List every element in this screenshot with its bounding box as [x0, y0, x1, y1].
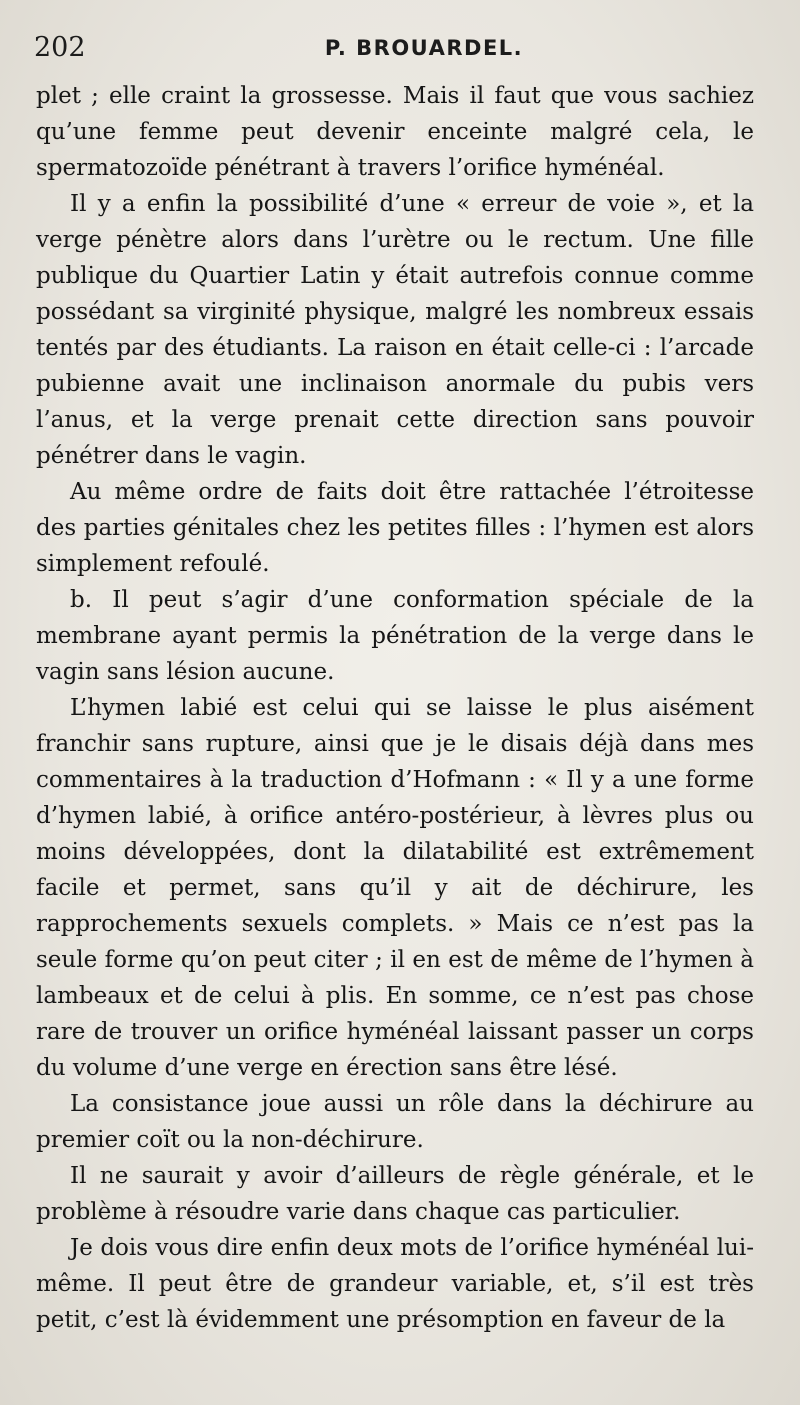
page-number: 202 — [34, 32, 86, 63]
page-header — [34, 32, 754, 72]
paragraph: plet ; elle craint la grossesse. Mais il faut que vous sachiez qu’une femme peut devenir enceinte malgré cela, le spermatozoïde pénétrant à travers l’orifice hyménéal. — [36, 83, 754, 181]
paragraph: Je dois vous dire enfin deux mots de l’orifice hyménéal lui-même. Il peut être de grandeur variable, et, s’il est très petit, c’est là évidemment une présomption en faveur de la — [36, 1235, 754, 1333]
paragraph: Il ne saurait y avoir d’ailleurs de règle générale, et le problème à résoudre varie dans chaque cas particulier. — [36, 1163, 754, 1225]
paragraph: L’hymen labié est celui qui se laisse le plus aisément franchir sans rupture, ainsi que je le disais déjà dans mes commentaires à la traduction d’Hofmann : « Il y a une forme d’hymen labié, à orifice antéro-postérieur, à lèvres plus ou moins développées, dont la dilatabilité est extrêmement facile et permet, sans qu’il y ait de déchirure, les rapprochements sexuels complets. » Mais ce n’est pas la seule forme qu’on peut citer ; il en est de même de l’hymen à lambeaux et de celui à plis. En somme, ce n’est pas chose rare de trouver un orifice hyménéal laissant passer un corps du volume d’une verge en érection sans être lésé. — [36, 695, 754, 1081]
paragraph: Il y a enfin la possibilité d’une « erreur de voie », et la verge pénètre alors dans l’urètre ou le rectum. Une fille publique du Quartier Latin y était autrefois connue comme possédant sa virginité physique, malgré les nombreux essais tentés par des étudiants. La raison en était celle-ci : l’arcade pubienne avait une inclinaison anormale du pubis vers l’anus, et la verge prenait cette direction sans pouvoir pénétrer dans le vagin. — [36, 191, 754, 469]
paragraph: Au même ordre de faits doit être rattachée l’étroitesse des parties génitales chez les petites filles : l’hymen est alors simplement refoulé. — [36, 479, 754, 577]
paragraph: La consistance joue aussi un rôle dans la déchirure au premier coït ou la non-déchirure. — [36, 1091, 754, 1153]
body-text — [36, 78, 754, 1338]
running-head: P. BROUARDEL. — [324, 36, 524, 60]
paragraph: b. Il peut s’agir d’une conformation spéciale de la membrane ayant permis la pénétration de la verge dans le vagin sans lésion aucune. — [36, 587, 754, 685]
